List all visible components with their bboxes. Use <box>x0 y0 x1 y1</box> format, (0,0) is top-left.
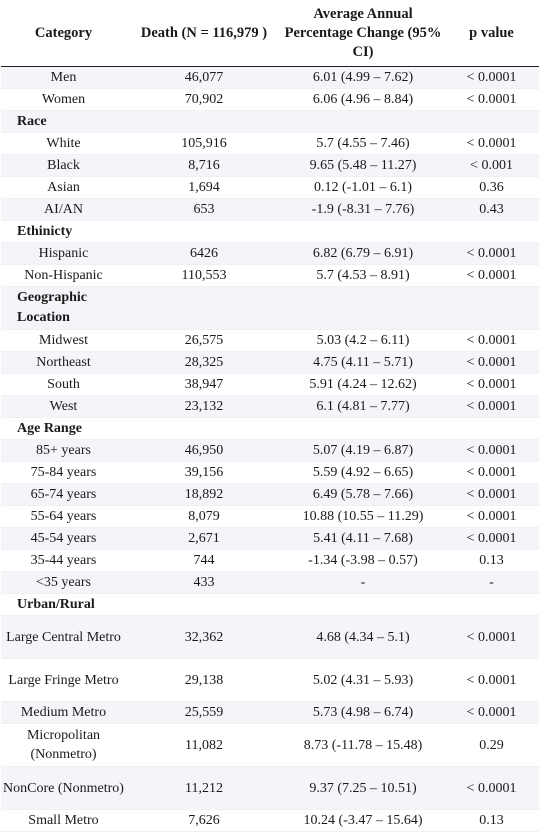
empty-cell <box>282 111 444 133</box>
aapc-cell: 9.65 (5.48 – 11.27) <box>282 155 444 177</box>
category-cell: Asian <box>1 177 126 199</box>
aapc-cell: 4.68 (4.34 – 5.1) <box>282 616 444 659</box>
deaths-cell: 8,716 <box>126 155 282 177</box>
deaths-cell: 18,892 <box>126 484 282 506</box>
table-row <box>1 199 539 221</box>
category-cell: Large Fringe Metro <box>1 659 126 702</box>
table-row <box>1 265 539 287</box>
p-value-cell: 0.36 <box>444 177 539 199</box>
p-value-cell: < 0.0001 <box>444 330 539 352</box>
p-value-cell: < 0.0001 <box>444 462 539 484</box>
empty-cell <box>282 594 444 616</box>
category-cell: 55-64 years <box>1 506 126 528</box>
aapc-cell: 5.7 (4.53 – 8.91) <box>282 265 444 287</box>
p-value-cell: < 0.0001 <box>444 265 539 287</box>
empty-cell <box>444 418 539 440</box>
deaths-cell: 744 <box>126 550 282 572</box>
aapc-cell: 6.06 (4.96 – 8.84) <box>282 89 444 111</box>
table-row <box>1 177 539 199</box>
deaths-cell: 7,626 <box>126 810 282 832</box>
aapc-cell: -1.9 (-8.31 – 7.76) <box>282 199 444 221</box>
aapc-cell: 10.88 (10.55 – 11.29) <box>282 506 444 528</box>
p-value-cell: 0.13 <box>444 550 539 572</box>
p-value-cell: < 0.0001 <box>444 528 539 550</box>
p-value-cell: < 0.0001 <box>444 352 539 374</box>
deaths-cell: 8,079 <box>126 506 282 528</box>
header-deaths: Death (N = 116,979 ) <box>126 0 282 67</box>
deaths-cell: 1,694 <box>126 177 282 199</box>
aapc-cell: 5.59 (4.92 – 6.65) <box>282 462 444 484</box>
aapc-cell: 6.01 (4.99 – 7.62) <box>282 67 444 89</box>
p-value-cell: 0.13 <box>444 810 539 832</box>
deaths-cell: 433 <box>126 572 282 594</box>
table-row <box>1 330 539 352</box>
aapc-cell: 0.12 (-1.01 – 6.1) <box>282 177 444 199</box>
table-row <box>1 396 539 418</box>
table-row <box>1 67 539 89</box>
header-category: Category <box>1 0 126 67</box>
empty-cell <box>444 111 539 133</box>
table-row <box>1 484 539 506</box>
table-row <box>1 462 539 484</box>
aapc-cell: 5.91 (4.24 – 12.62) <box>282 374 444 396</box>
deaths-cell: 32,362 <box>126 616 282 659</box>
deaths-cell: 46,950 <box>126 440 282 462</box>
header-row <box>1 0 539 67</box>
deaths-cell: 2,671 <box>126 528 282 550</box>
aapc-cell: 5.7 (4.55 – 7.46) <box>282 133 444 155</box>
p-value-cell: < 0.0001 <box>444 396 539 418</box>
table-row <box>1 528 539 550</box>
empty-cell <box>282 221 444 243</box>
deaths-cell: 70,902 <box>126 89 282 111</box>
category-cell: Black <box>1 155 126 177</box>
table-row <box>1 374 539 396</box>
category-cell: South <box>1 374 126 396</box>
empty-cell <box>444 287 539 330</box>
category-cell: Midwest <box>1 330 126 352</box>
header-aapc: Average Annual Percentage Change (95% CI) <box>282 0 444 67</box>
empty-cell <box>126 221 282 243</box>
table-row <box>1 89 539 111</box>
empty-cell <box>126 111 282 133</box>
deaths-cell: 23,132 <box>126 396 282 418</box>
aapc-cell: 9.37 (7.25 – 10.51) <box>282 767 444 810</box>
p-value-cell: < 0.0001 <box>444 67 539 89</box>
deaths-cell: 39,156 <box>126 462 282 484</box>
p-value-cell: < 0.0001 <box>444 374 539 396</box>
results-table <box>1 0 539 832</box>
category-cell: 75-84 years <box>1 462 126 484</box>
empty-cell <box>444 594 539 616</box>
section-label: Urban/Rural <box>1 594 126 616</box>
table-row <box>1 440 539 462</box>
section-header-row <box>1 287 539 330</box>
aapc-cell: 6.1 (4.81 – 7.77) <box>282 396 444 418</box>
p-value-cell: < 0.0001 <box>444 767 539 810</box>
deaths-cell: 653 <box>126 199 282 221</box>
p-value-cell: < 0.0001 <box>444 484 539 506</box>
empty-cell <box>126 594 282 616</box>
section-label: Age Range <box>1 418 126 440</box>
category-cell: Hispanic <box>1 243 126 265</box>
empty-cell <box>126 287 282 330</box>
table-row <box>1 724 539 767</box>
aapc-cell: -1.34 (-3.98 – 0.57) <box>282 550 444 572</box>
aapc-cell: 5.03 (4.2 – 6.11) <box>282 330 444 352</box>
category-cell: Non-Hispanic <box>1 265 126 287</box>
table-row <box>1 243 539 265</box>
table-row <box>1 616 539 659</box>
aapc-cell: 10.24 (-3.47 – 15.64) <box>282 810 444 832</box>
p-value-cell: < 0.0001 <box>444 702 539 724</box>
section-label: Ethinicty <box>1 221 126 243</box>
table-body <box>1 67 539 832</box>
aapc-cell: 5.02 (4.31 – 5.93) <box>282 659 444 702</box>
p-value-cell: < 0.0001 <box>444 89 539 111</box>
section-header-row <box>1 221 539 243</box>
table-header <box>1 0 539 67</box>
aapc-cell: 5.07 (4.19 – 6.87) <box>282 440 444 462</box>
p-value-cell: < 0.0001 <box>444 659 539 702</box>
aapc-cell: - <box>282 572 444 594</box>
category-cell: West <box>1 396 126 418</box>
category-cell: <35 years <box>1 572 126 594</box>
empty-cell <box>282 418 444 440</box>
category-cell: 45-54 years <box>1 528 126 550</box>
table-row <box>1 810 539 832</box>
category-cell: NonCore (Nonmetro) <box>1 767 126 810</box>
deaths-cell: 28,325 <box>126 352 282 374</box>
empty-cell <box>444 221 539 243</box>
category-cell: Women <box>1 89 126 111</box>
section-header-row <box>1 594 539 616</box>
deaths-cell: 6426 <box>126 243 282 265</box>
section-header-row <box>1 418 539 440</box>
p-value-cell: < 0.001 <box>444 155 539 177</box>
p-value-cell: 0.29 <box>444 724 539 767</box>
category-cell: Micropolitan (Nonmetro) <box>1 724 126 767</box>
table-row <box>1 572 539 594</box>
category-cell: Men <box>1 67 126 89</box>
table-row <box>1 133 539 155</box>
table-row <box>1 155 539 177</box>
p-value-cell: < 0.0001 <box>444 440 539 462</box>
deaths-cell: 46,077 <box>126 67 282 89</box>
aapc-cell: 8.73 (-11.78 – 15.48) <box>282 724 444 767</box>
deaths-cell: 110,553 <box>126 265 282 287</box>
category-cell: Northeast <box>1 352 126 374</box>
aapc-cell: 6.49 (5.78 – 7.66) <box>282 484 444 506</box>
aapc-cell: 5.73 (4.98 – 6.74) <box>282 702 444 724</box>
table-row <box>1 550 539 572</box>
table-row <box>1 767 539 810</box>
category-cell: 65-74 years <box>1 484 126 506</box>
category-cell: AI/AN <box>1 199 126 221</box>
deaths-cell: 11,082 <box>126 724 282 767</box>
p-value-cell: < 0.0001 <box>444 506 539 528</box>
table-row <box>1 659 539 702</box>
category-cell: Small Metro <box>1 810 126 832</box>
header-p-value: p value <box>444 0 539 67</box>
empty-cell <box>126 418 282 440</box>
empty-cell <box>282 287 444 330</box>
category-cell: 35-44 years <box>1 550 126 572</box>
category-cell: Large Central Metro <box>1 616 126 659</box>
section-label: Race <box>1 111 126 133</box>
deaths-cell: 105,916 <box>126 133 282 155</box>
deaths-cell: 38,947 <box>126 374 282 396</box>
p-value-cell: - <box>444 572 539 594</box>
p-value-cell: < 0.0001 <box>444 616 539 659</box>
table-row <box>1 352 539 374</box>
section-label: Geographic Location <box>1 287 126 330</box>
aapc-cell: 6.82 (6.79 – 6.91) <box>282 243 444 265</box>
category-cell: Medium Metro <box>1 702 126 724</box>
table-row <box>1 506 539 528</box>
p-value-cell: < 0.0001 <box>444 243 539 265</box>
deaths-cell: 11,212 <box>126 767 282 810</box>
aapc-cell: 4.75 (4.11 – 5.71) <box>282 352 444 374</box>
table-row <box>1 702 539 724</box>
deaths-cell: 26,575 <box>126 330 282 352</box>
deaths-cell: 25,559 <box>126 702 282 724</box>
section-header-row <box>1 111 539 133</box>
category-cell: White <box>1 133 126 155</box>
p-value-cell: < 0.0001 <box>444 133 539 155</box>
category-cell: 85+ years <box>1 440 126 462</box>
deaths-cell: 29,138 <box>126 659 282 702</box>
p-value-cell: 0.43 <box>444 199 539 221</box>
aapc-cell: 5.41 (4.11 – 7.68) <box>282 528 444 550</box>
